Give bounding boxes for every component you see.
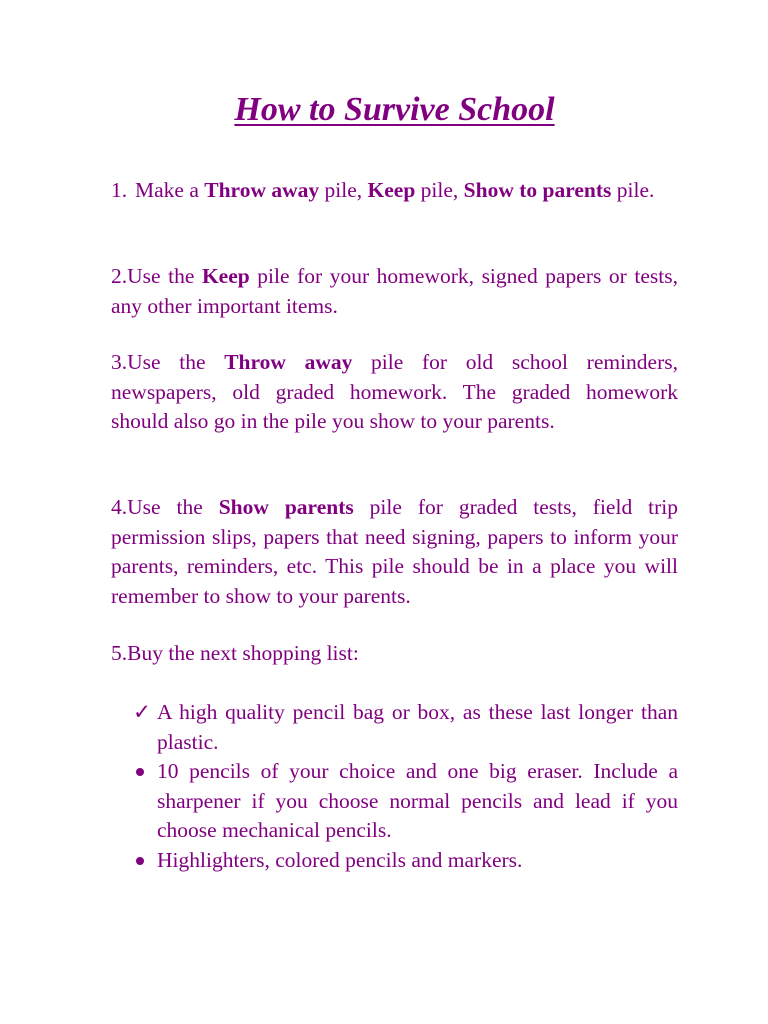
bold-term: Throw away xyxy=(204,178,320,202)
document-title: How to Survive School xyxy=(234,91,555,128)
instruction-item-1 xyxy=(111,176,678,206)
list-item: 10 pencils of your choice and one big eraser. Include a sharpener if you choose normal pencils and lead if you choose mechanical pencils. xyxy=(133,757,678,846)
bold-term: Keep xyxy=(367,178,416,202)
shopping-list xyxy=(133,698,678,875)
bullet-dot-icon xyxy=(136,857,144,865)
instruction-text: Make a Throw away pile, Keep pile, Show to parents pile. xyxy=(135,178,655,202)
bold-term: Show parents xyxy=(218,495,354,519)
bold-term: Keep xyxy=(201,264,250,288)
instruction-item-5: 5.Buy the next shopping list: xyxy=(111,641,359,665)
instruction-item-2: 2.Use the Keep pile for your homework, signed papers or tests, any other important items. xyxy=(111,264,678,318)
instruction-item-3: 3.Use the Throw away pile for old school reminders, newspapers, old graded homework. The graded homework should also go in the pile you show to your parents. xyxy=(111,350,679,433)
bullet-dot-icon xyxy=(136,768,144,776)
list-item: Highlighters, colored pencils and markers. xyxy=(133,846,678,876)
bold-term: Throw away xyxy=(224,350,353,374)
checkmark-icon: ✓ xyxy=(133,700,152,724)
list-item: ✓ A high quality pencil bag or box, as these last longer than plastic. xyxy=(133,700,678,754)
list-number: 1. xyxy=(111,178,128,202)
bold-term: Show to parents xyxy=(463,178,612,202)
instruction-item-4: 4.Use the Show parents pile for graded tests, field trip permission slips, papers that need signing, papers to inform your parents, reminders, etc. This pile should be in a place you will remember to show to your parents. xyxy=(111,495,678,608)
